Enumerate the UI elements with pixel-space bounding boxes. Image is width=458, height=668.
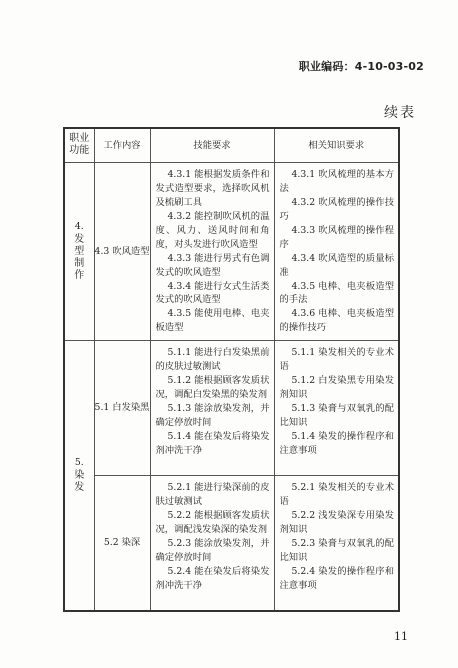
knowledge-item: 5.2.3 染膏与双氧乳的配比知识: [279, 538, 394, 563]
knowledge-item: 5.1.4 染发的操作程序和注意事项: [279, 430, 394, 456]
table-row: [64, 476, 399, 611]
header-knowledge: 相关知识要求: [274, 128, 399, 163]
work-content-cell: 4.3 吹风造型: [94, 163, 150, 341]
knowledge-item: 5.2.4 染发的操作程序和注意事项: [279, 565, 394, 591]
knowledge-item: 5.1.2 白发染黑专用染发剂知识: [279, 375, 394, 401]
work-content-cell: 5.2 染深: [94, 476, 150, 611]
knowledge-item: 4.3.2 吹风梳理的操作技巧: [279, 196, 394, 222]
knowledge-item: 5.2.1 染发相关的专业术语: [279, 482, 394, 508]
table-row: [64, 341, 399, 476]
skill-item: 5.2.4 能在染发后将染发剂冲洗干净: [155, 565, 270, 591]
skill-item: 5.1.2 能根据顾客发质状况，调配白发染黑的染发剂: [155, 375, 270, 401]
skill-item: 4.3.2 能控制吹风机的温度、风力、送风时间和角度，对头发进行吹风造型: [155, 210, 270, 250]
page-number: 11: [394, 630, 408, 643]
table-row: [64, 163, 399, 341]
knowledge-item: 5.1.1 染发相关的专业术语: [279, 347, 394, 373]
skill-item: 5.1.4 能在染发后将染发剂冲洗干净: [155, 430, 270, 456]
skills-table: [63, 127, 400, 612]
skills-cell: [150, 341, 274, 476]
skill-item: 4.3.5 能使用电棒、电夹板造型: [155, 308, 270, 334]
skill-item: 4.3.3 能进行男式有色调发式的吹风造型: [155, 252, 270, 278]
function-cell: [64, 341, 94, 611]
knowledge-item: 4.3.4 吹风造型的质量标准: [279, 252, 394, 278]
skill-item: 5.2.3 能涂放染发剂，并确定停放时间: [155, 538, 270, 563]
knowledge-cell: [274, 341, 399, 476]
occupation-code: 职业编码：4-10-03-02: [298, 60, 424, 73]
skill-item: 4.3.4 能进行女式生活类发式的吹风造型: [155, 280, 270, 306]
function-number: 5.: [74, 457, 84, 469]
function-name: 发型制作: [74, 234, 85, 281]
knowledge-cell: [274, 476, 399, 611]
function-name: 染发: [74, 470, 85, 493]
knowledge-cell: [274, 163, 399, 341]
table-header-row: [64, 128, 399, 163]
skill-item: 4.3.1 能根据发质条件和发式造型要求，选择吹风机及梳刷工具: [155, 169, 270, 208]
skill-item: 5.2.2 能根据顾客发质状况，调配浅发染深的染发剂: [155, 510, 270, 536]
knowledge-item: 4.3.1 吹风梳理的基本方法: [279, 169, 394, 194]
knowledge-item: 4.3.6 电棒、电夹板造型的操作技巧: [279, 308, 394, 334]
knowledge-item: 4.3.3 吹风梳理的操作程序: [279, 224, 394, 250]
header-function: 职业功能: [64, 128, 94, 163]
knowledge-item: 4.3.5 电棒、电夹板造型的手法: [279, 280, 394, 306]
continued-label: 续表: [384, 105, 416, 121]
skill-item: 5.1.1 能进行白发染黑前的皮肤过敏测试: [155, 347, 270, 373]
skill-item: 5.1.3 能涂放染发剂，并确定停放时间: [155, 403, 270, 428]
knowledge-item: 5.1.3 染膏与双氧乳的配比知识: [279, 403, 394, 428]
work-content-cell: 5.1 白发染黑: [94, 341, 150, 476]
header-skills: 技能要求: [150, 128, 274, 163]
function-cell: [64, 163, 94, 341]
skills-cell: [150, 476, 274, 611]
skills-cell: [150, 163, 274, 341]
knowledge-item: 5.2.2 浅发染深专用染发剂知识: [279, 510, 394, 536]
header-work: 工作内容: [94, 128, 150, 163]
function-number: 4.: [74, 221, 84, 233]
skill-item: 5.2.1 能进行染深前的皮肤过敏测试: [155, 482, 270, 508]
